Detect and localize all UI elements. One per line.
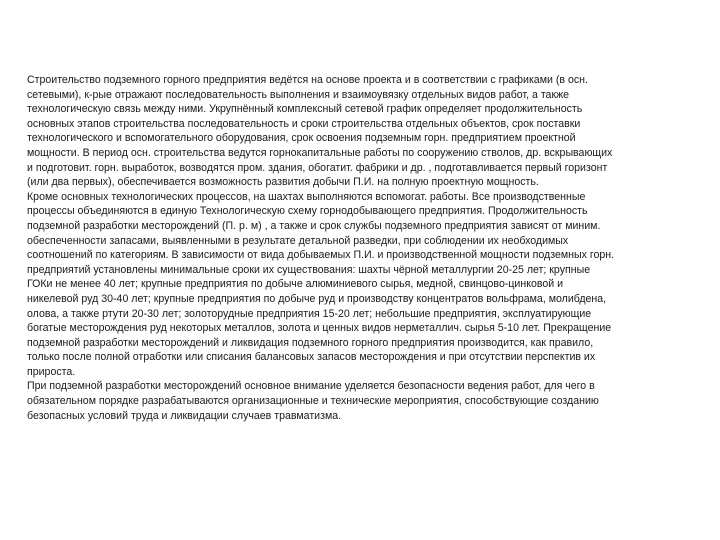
text-line: богатые месторождения руд некоторых металлов, золота и ценных видов нерметаллич. сырья 5-10 лет. Прекращение: [27, 322, 612, 335]
text-line: Кроме основных технологических процессов, на шахтах выполняются вспомогат. работы. Все производственные: [27, 190, 586, 203]
text-line: обязательном порядке разрабатываются организационные и технические мероприятия, способствующие созданию: [27, 395, 599, 408]
text-line: Строительство подземного горного предприятия ведётся на основе проекта и в соответствии с графиками (в осн.: [27, 74, 588, 86]
text-line: мощности. В период осн. строительства ведутся горнокапитальные работы по сооружению стволов, др. вскрывающих: [27, 146, 613, 159]
text-line: никелевой руд 30-40 лет; крупные предприятия по добыче руд и производству концентратов вольфрама, молибдена,: [27, 292, 607, 305]
text-line: подземной разработки месторождений (П. р. м) , а также и срок службы подземного предприятия зависят от миним.: [27, 219, 601, 232]
text-line: соотношений по категориям. В зависимости от вида добываемых П.И. и производственной мощности подземных горн.: [27, 249, 615, 262]
text-line: олова, а также ртути 20-30 лет; золоторудные предприятия 15-20 лет; небольшие предприятия, эксплуатирующие: [27, 307, 592, 320]
text-line: прироста.: [27, 365, 76, 378]
text-line: При подземной разработки месторождений основное внимание уделяется безопасности ведения работ, для чего в: [27, 380, 595, 393]
text-line: только после полной отработки или списания балансовых запасов месторождения и при отсутствии перспектив их: [27, 351, 596, 364]
text-line: основных этапов строительства последовательность и сроки строительства отдельных объектов, срок поставки: [27, 117, 581, 130]
text-line: предприятий установлены минимальные сроки их существования: шахты чёрной металлургии 20-25 лет; крупные: [27, 263, 591, 276]
text-line: ГОКи не менее 40 лет; крупные предприятия по добыче алюминиевого сырья, медной, свинцово-цинковой и: [27, 278, 564, 291]
text-line: и подготовит. горн. выработок, возводятся пром. здания, обогатит. фабрики и др. , подготавливается первый горизонт: [27, 161, 608, 174]
text-line: безопасных условий труда и ликвидации случаев травматизма.: [27, 409, 342, 422]
body-text: [27, 73, 694, 423]
text-line: технологического и вспомогательного оборудования, срок освоения подземным горн. предприятием проектной: [27, 132, 576, 145]
text-line: сетевыми), к-рые отражают последовательность выполнения и взаимоувязку отдельных видов работ, а также: [27, 88, 570, 101]
text-line: процессы объединяются в единую Технологическую схему горнодобывающего предприятия. Продолжительность: [27, 205, 588, 218]
text-line: технологическую связь между ними. Укрупнённый комплексный сетевой график определяет продолжительность: [27, 103, 583, 116]
text-line: подземной разработки месторождений и ликвидация подземного горного предприятия производится, как правило,: [27, 336, 594, 349]
text-line: (или два первых), обеспечивается возможность развития добычи П.И. на полную проектную мощность.: [27, 176, 539, 189]
text-line: обеспеченности запасами, выявленными в результате детальной разведки, при соблюдении их необходимых: [27, 234, 569, 247]
